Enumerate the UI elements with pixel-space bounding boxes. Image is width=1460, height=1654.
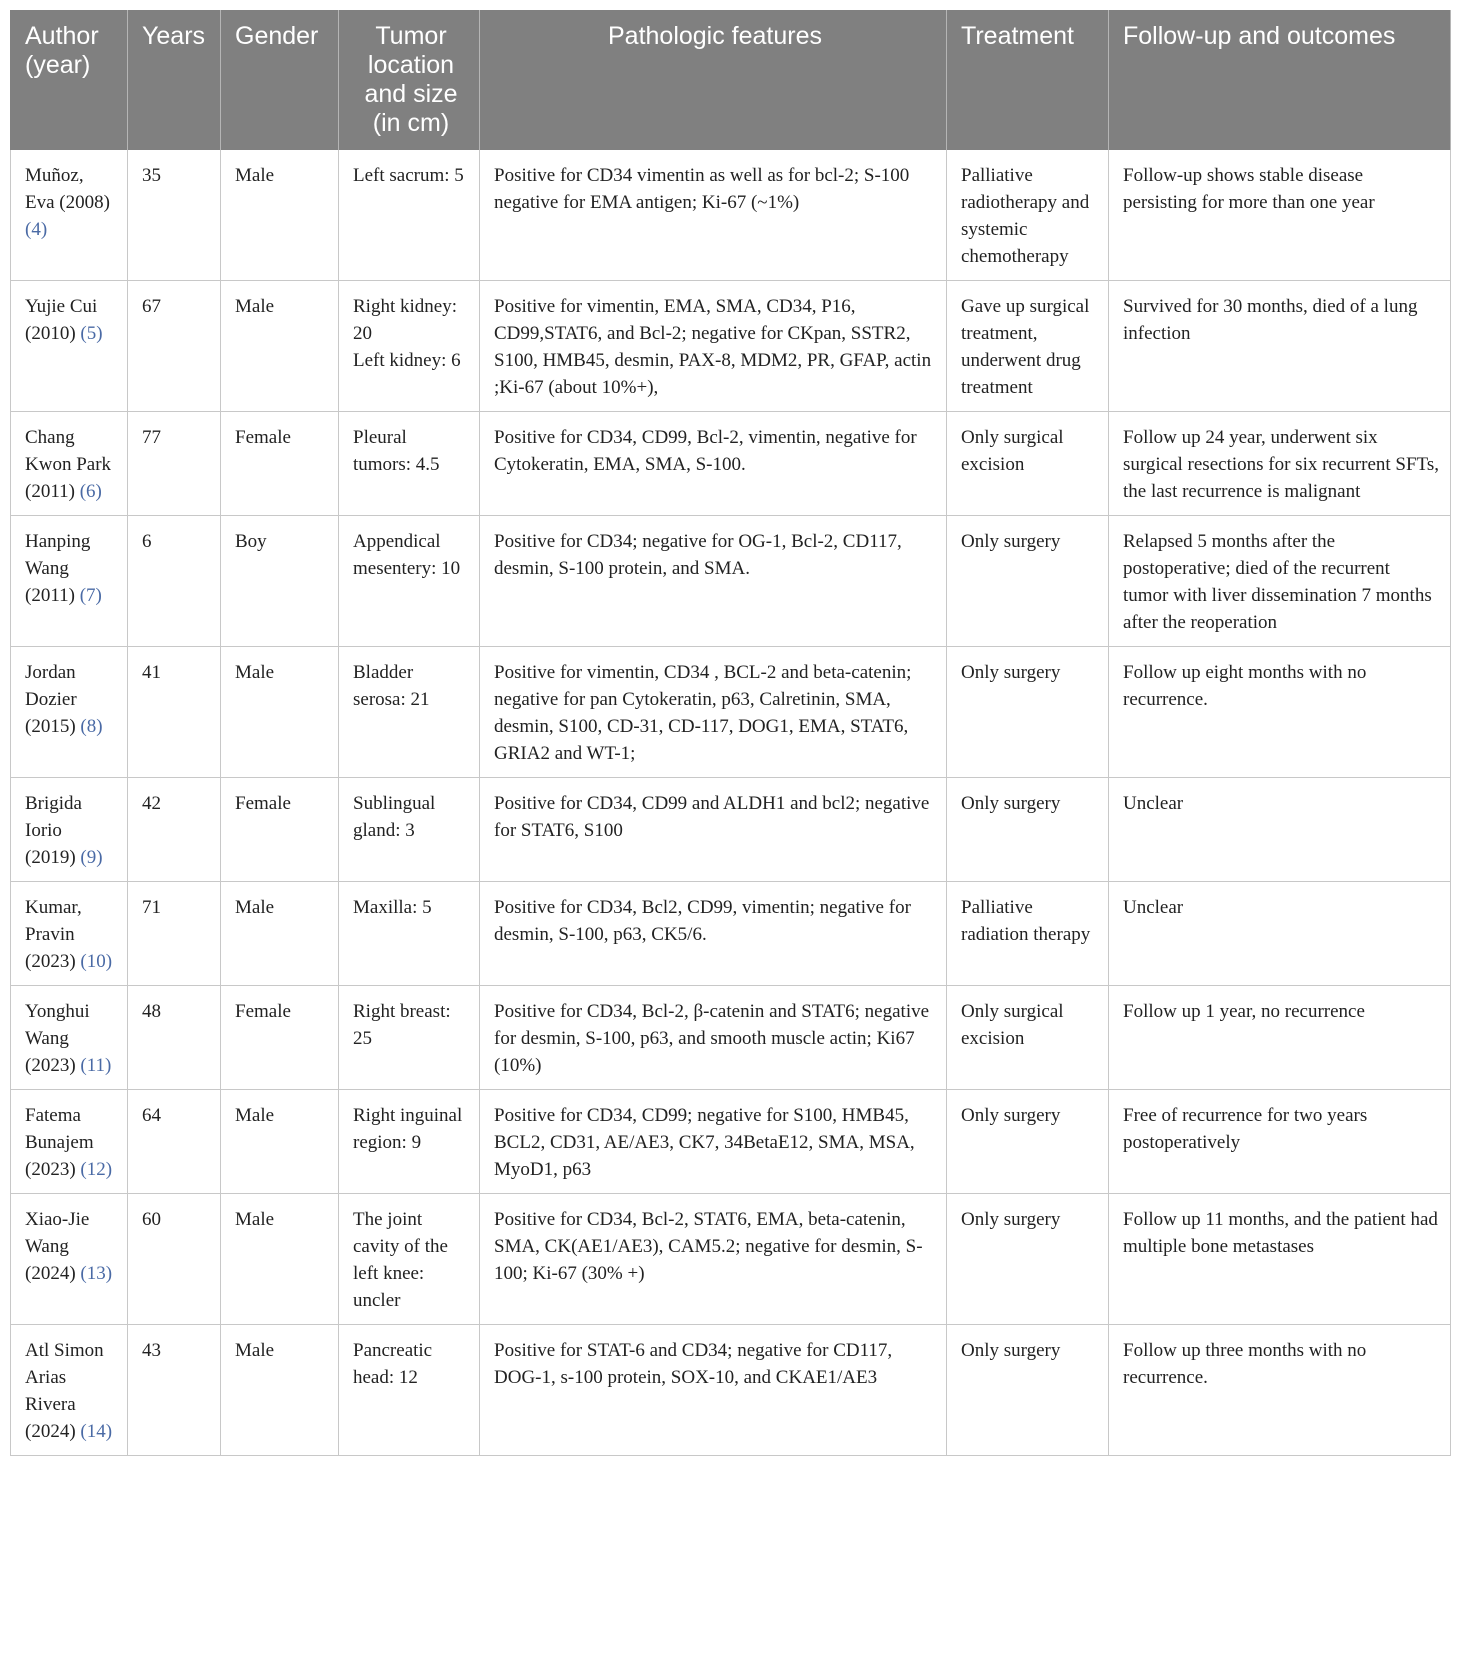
cell-pathology: Positive for vimentin, CD34 , BCL-2 and beta-catenin; negative for pan Cytokeratin, p63, Calretinin, SMA, desmin, S100, CD-31, CD-117, DOG1, EMA, STAT6, GRIA2 and WT-1;: [480, 647, 947, 778]
cell-followup: Unclear: [1109, 778, 1451, 882]
cell-location: Right inguinal region: 9: [339, 1090, 480, 1194]
cell-author: [11, 882, 128, 986]
cell-years: 64: [128, 1090, 221, 1194]
cell-years: 48: [128, 986, 221, 1090]
cell-location: Pleural tumors: 4.5: [339, 412, 480, 516]
cell-gender: Female: [221, 412, 339, 516]
cell-location: [339, 281, 480, 412]
reference-link[interactable]: (5): [80, 323, 103, 344]
cell-pathology: Positive for CD34 vimentin as well as for bcl-2; S-100 negative for EMA antigen; Ki-67 (~1%): [480, 150, 947, 281]
cell-author: [11, 516, 128, 647]
cell-location: Sublingual gland: 3: [339, 778, 480, 882]
cell-author: [11, 1194, 128, 1325]
author-name: Yujie Cui (2010): [25, 296, 98, 344]
cell-followup: Follow up 24 year, underwent six surgical resections for six recurrent SFTs, the last recurrence is malignant: [1109, 412, 1451, 516]
author-name: Muñoz, Eva (2008): [25, 165, 110, 213]
case-report-table: [10, 10, 1451, 1456]
table-row: [11, 986, 1451, 1090]
cell-followup: Unclear: [1109, 882, 1451, 986]
author-name: Hanping Wang (2011): [25, 531, 91, 606]
cell-treatment: Only surgery: [947, 1325, 1109, 1456]
cell-pathology: Positive for CD34, CD99 and ALDH1 and bcl2; negative for STAT6, S100: [480, 778, 947, 882]
cell-treatment: Only surgery: [947, 778, 1109, 882]
author-name: Kumar, Pravin (2023): [25, 897, 82, 972]
cell-years: 41: [128, 647, 221, 778]
table-row: [11, 647, 1451, 778]
reference-link[interactable]: (11): [80, 1055, 112, 1076]
reference-link[interactable]: (6): [79, 481, 102, 502]
table-row: [11, 281, 1451, 412]
table-row: [11, 882, 1451, 986]
cell-author: [11, 647, 128, 778]
header-row: [11, 10, 1451, 150]
author-name: Brigida Iorio (2019): [25, 793, 82, 868]
cell-location: Maxilla: 5: [339, 882, 480, 986]
table-row: [11, 412, 1451, 516]
cell-author: [11, 281, 128, 412]
author-name: Atl Simon Arias Rivera (2024): [25, 1340, 104, 1442]
cell-years: 60: [128, 1194, 221, 1325]
cell-pathology: Positive for vimentin, EMA, SMA, CD34, P16, CD99,STAT6, and Bcl-2; negative for CKpan, SSTR2, S100, HMB45, desmin, PAX-8, MDM2, PR, GFAP, actin ;Ki-67 (about 10%+),: [480, 281, 947, 412]
author-name: Xiao-Jie Wang (2024): [25, 1209, 90, 1284]
cell-years: 6: [128, 516, 221, 647]
cell-location: Left sacrum: 5: [339, 150, 480, 281]
cell-gender: Male: [221, 1325, 339, 1456]
cell-followup: Follow up three months with no recurrence.: [1109, 1325, 1451, 1456]
reference-link[interactable]: (13): [80, 1263, 113, 1284]
cell-author: [11, 412, 128, 516]
cell-location: Pancreatic head: 12: [339, 1325, 480, 1456]
header-gender: Gender: [221, 10, 339, 150]
cell-treatment: Palliative radiotherapy and systemic chemotherapy: [947, 150, 1109, 281]
table-row: [11, 778, 1451, 882]
cell-pathology: Positive for STAT-6 and CD34; negative for CD117, DOG-1, s-100 protein, SOX-10, and CKAE1/AE3: [480, 1325, 947, 1456]
cell-gender: Male: [221, 647, 339, 778]
cell-years: 43: [128, 1325, 221, 1456]
header-author-year: Author (year): [11, 10, 128, 150]
reference-link[interactable]: (10): [80, 951, 113, 972]
cell-gender: Male: [221, 281, 339, 412]
cell-treatment: Only surgical excision: [947, 412, 1109, 516]
table-row: [11, 150, 1451, 281]
cell-years: 71: [128, 882, 221, 986]
cell-pathology: Positive for CD34, Bcl2, CD99, vimentin; negative for desmin, S-100, p63, CK5/6.: [480, 882, 947, 986]
cell-followup: Follow-up shows stable disease persisting for more than one year: [1109, 150, 1451, 281]
reference-link[interactable]: (12): [80, 1159, 113, 1180]
cell-gender: Female: [221, 986, 339, 1090]
cell-pathology: Positive for CD34, CD99, Bcl-2, vimentin, negative for Cytokeratin, EMA, SMA, S-100.: [480, 412, 947, 516]
table-row: [11, 1090, 1451, 1194]
cell-gender: Boy: [221, 516, 339, 647]
table-row: [11, 516, 1451, 647]
reference-link[interactable]: (9): [80, 847, 103, 868]
cell-followup: Survived for 30 months, died of a lung infection: [1109, 281, 1451, 412]
cell-gender: Female: [221, 778, 339, 882]
header-treatment: Treatment: [947, 10, 1109, 150]
cell-followup: Follow up 1 year, no recurrence: [1109, 986, 1451, 1090]
header-tumor-location-size: Tumor location and size (in cm): [339, 10, 480, 150]
cell-author: [11, 986, 128, 1090]
location-line: Left kidney: 6: [353, 350, 461, 371]
cell-years: 67: [128, 281, 221, 412]
cell-years: 42: [128, 778, 221, 882]
cell-treatment: Only surgery: [947, 516, 1109, 647]
table-row: [11, 1325, 1451, 1456]
author-name: Chang Kwon Park (2011): [25, 427, 112, 502]
cell-pathology: Positive for CD34, CD99; negative for S100, HMB45, BCL2, CD31, AE/AE3, CK7, 34BetaE12, SMA, MSA, MyoD1, p63: [480, 1090, 947, 1194]
cell-years: 77: [128, 412, 221, 516]
cell-author: [11, 1090, 128, 1194]
cell-location: Bladder serosa: 21: [339, 647, 480, 778]
author-name: Yonghui Wang (2023): [25, 1001, 90, 1076]
cell-followup: Free of recurrence for two years postoperatively: [1109, 1090, 1451, 1194]
cell-followup: Follow up 11 months, and the patient had multiple bone metastases: [1109, 1194, 1451, 1325]
cell-treatment: Only surgery: [947, 1194, 1109, 1325]
reference-link[interactable]: (8): [80, 716, 103, 737]
cell-pathology: Positive for CD34; negative for OG-1, Bcl-2, CD117, desmin, S-100 protein, and SMA.: [480, 516, 947, 647]
cell-pathology: Positive for CD34, Bcl-2, STAT6, EMA, beta-catenin, SMA, CK(AE1/AE3), CAM5.2; negative for desmin, S-100; Ki-67 (30% +): [480, 1194, 947, 1325]
cell-gender: Male: [221, 882, 339, 986]
reference-link[interactable]: (14): [80, 1421, 113, 1442]
cell-gender: Male: [221, 1194, 339, 1325]
header-follow-up-outcomes: Follow-up and outcomes: [1109, 10, 1451, 150]
header-pathologic-features: Pathologic features: [480, 10, 947, 150]
cell-location: The joint cavity of the left knee: uncler: [339, 1194, 480, 1325]
cell-treatment: Only surgery: [947, 1090, 1109, 1194]
cell-treatment: Only surgical excision: [947, 986, 1109, 1090]
cell-location: Right breast: 25: [339, 986, 480, 1090]
cell-years: 35: [128, 150, 221, 281]
cell-author: [11, 150, 128, 281]
author-name: Jordan Dozier (2015): [25, 662, 77, 737]
table-body: [11, 150, 1451, 1456]
cell-followup: Relapsed 5 months after the postoperative; died of the recurrent tumor with liver dissemination 7 months after the reoperation: [1109, 516, 1451, 647]
reference-link[interactable]: (4): [25, 219, 48, 240]
cell-followup: Follow up eight months with no recurrence.: [1109, 647, 1451, 778]
cell-location: Appendical mesentery: 10: [339, 516, 480, 647]
cell-treatment: Gave up surgical treatment, underwent drug treatment: [947, 281, 1109, 412]
cell-treatment: Only surgery: [947, 647, 1109, 778]
table-row: [11, 1194, 1451, 1325]
author-name: Fatema Bunajem (2023): [25, 1105, 94, 1180]
cell-author: [11, 778, 128, 882]
location-line: Right kidney: 20: [353, 296, 457, 344]
cell-gender: Male: [221, 150, 339, 281]
cell-pathology: Positive for CD34, Bcl-2, β-catenin and STAT6; negative for desmin, S-100, p63, and smooth muscle actin; Ki67 (10%): [480, 986, 947, 1090]
cell-author: [11, 1325, 128, 1456]
cell-gender: Male: [221, 1090, 339, 1194]
cell-treatment: Palliative radiation therapy: [947, 882, 1109, 986]
reference-link[interactable]: (7): [79, 585, 102, 606]
header-years: Years: [128, 10, 221, 150]
table-header: [11, 10, 1451, 150]
